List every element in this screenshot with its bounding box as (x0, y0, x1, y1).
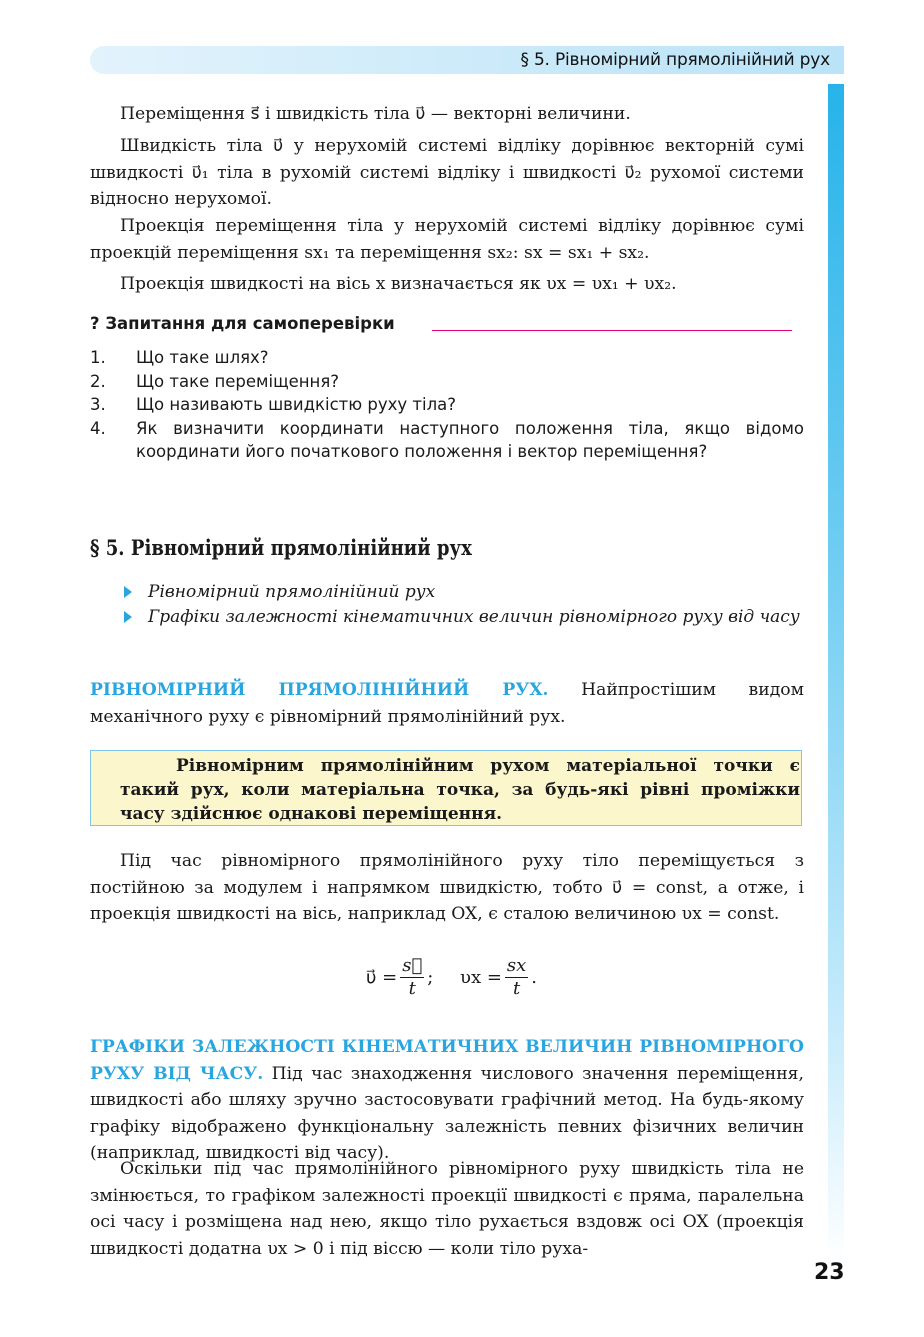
side-decoration-stripe (828, 84, 844, 1264)
quiz-item (90, 393, 804, 417)
velocity-vector-formula (366, 955, 433, 1000)
definition-text: Рівномірним прямолінійним рухом матеріальної точки є такий рух, коли матеріальна точка, за будь-які рівні проміжки часу здійснює однакові переміщення. (120, 756, 800, 824)
formula-end: ; (427, 967, 434, 988)
quiz-item-text: Як визначити координати наступного положення тіла, якщо відомо координати його початкового положення і вектор переміщення? (136, 418, 804, 461)
quiz-title-underline (432, 330, 792, 331)
formula-end: . (531, 967, 538, 988)
quiz-item-text: Що називають швидкістю руху тіла? (136, 395, 457, 414)
topic-item (120, 605, 810, 630)
graphs-text: Під час знаходження числового значення переміщення, швидкості або шляху зручно застосовувати графічний метод. На будь-якому графіку відображено функціональну залежність певних фізичних величин (наприклад, швидкості від часу). (90, 1063, 804, 1163)
running-header (90, 46, 844, 74)
fraction (400, 955, 424, 1000)
triangle-bullet-icon (124, 586, 132, 598)
quiz-item-number: 2. (90, 371, 106, 391)
fraction-numerator: s⃗ (402, 955, 423, 976)
running-header-title: § 5. Рівномірний прямолінійний рух (520, 50, 830, 70)
summary-paragraph-4: Проекція швидкості на вісь x визначається як υx = υx₁ + υx₂. (120, 274, 677, 294)
formula-left: υ⃗ = (366, 967, 398, 988)
summary-paragraph-1: Переміщення s⃗ і швидкість тіла υ⃗ — векторні величини. (120, 104, 631, 124)
topic-item (120, 580, 810, 605)
quiz-list (90, 346, 804, 464)
intro-paragraph (90, 677, 804, 730)
fraction-numerator: sx (506, 955, 527, 976)
topic-text: Рівномірний прямолінійний рух (148, 582, 436, 602)
page-number: 23 (814, 1260, 845, 1285)
summary-paragraph-3: Проекція переміщення тіла у нерухомій системі відліку дорівнює сумі проекцій переміщення sx₁ та переміщення sx₂: sx = sx₁ + sx₂. (90, 216, 804, 263)
quiz-item-number: 1. (90, 348, 106, 367)
intro-text: Найпростішим видом механічного руху є рівномірний прямолінійний рух. (90, 680, 804, 727)
topic-text: Графіки залежності кінематичних величин рівномірного руху від часу (148, 607, 800, 627)
summary-paragraph-2: Швидкість тіла υ⃗ у нерухомій системі відліку дорівнює векторній сумі швидкості υ⃗₁ тіла в рухомій системі відліку і швидкості υ⃗₂ рухомої системи відносно нерухомої. (90, 136, 804, 209)
graphs-paragraph (90, 1034, 804, 1167)
quiz-item-text: Що таке переміщення? (136, 371, 340, 391)
quiz-item (90, 346, 804, 370)
quiz-item-number: 4. (90, 418, 106, 438)
fraction-denominator: t (512, 978, 521, 999)
velocity-projection-formula (460, 955, 537, 1000)
graphs-heading: ГРАФІКИ ЗАЛЕЖНОСТІ КІНЕМАТИЧНИХ ВЕЛИЧИН РІВНОМІРНОГО РУХУ ВІД ЧАСУ. (90, 1037, 804, 1084)
section-title: § 5. Рівномірний прямолінійний рух (90, 535, 472, 560)
quiz-item (90, 417, 804, 464)
quiz-item-text: Що таке шлях? (136, 348, 269, 367)
fraction (505, 955, 528, 1000)
constant-velocity-paragraph: Під час рівномірного прямолінійного руху тіло переміщується з постійною за модулем і напрямком швидкістю, тобто υ⃗ = const, а отже, і проекція швидкості на вісь, наприклад OX, є сталою величиною υx = const. (90, 851, 804, 924)
quiz-item (90, 370, 804, 394)
quiz-title: ? Запитання для самоперевірки (90, 314, 395, 333)
triangle-bullet-icon (124, 611, 132, 623)
quiz-item-number: 3. (90, 395, 106, 414)
intro-heading: РІВНОМІРНИЙ ПРЯМОЛІНІЙНИЙ РУХ. (90, 680, 549, 700)
section-topics (120, 580, 810, 630)
fraction-denominator: t (408, 978, 416, 999)
formula-left: υx = (460, 967, 502, 988)
graphs-paragraph-2: Оскільки під час прямолінійного рівномірного руху швидкість тіла не змінюється, то графіком залежності проекції швидкості є пряма, паралельна осі часу і розміщена над нею, якщо тіло рухається вздовж осі OX (проекція швидкості додатна υx > 0 і під віссю — коли тіло руха- (90, 1159, 804, 1259)
